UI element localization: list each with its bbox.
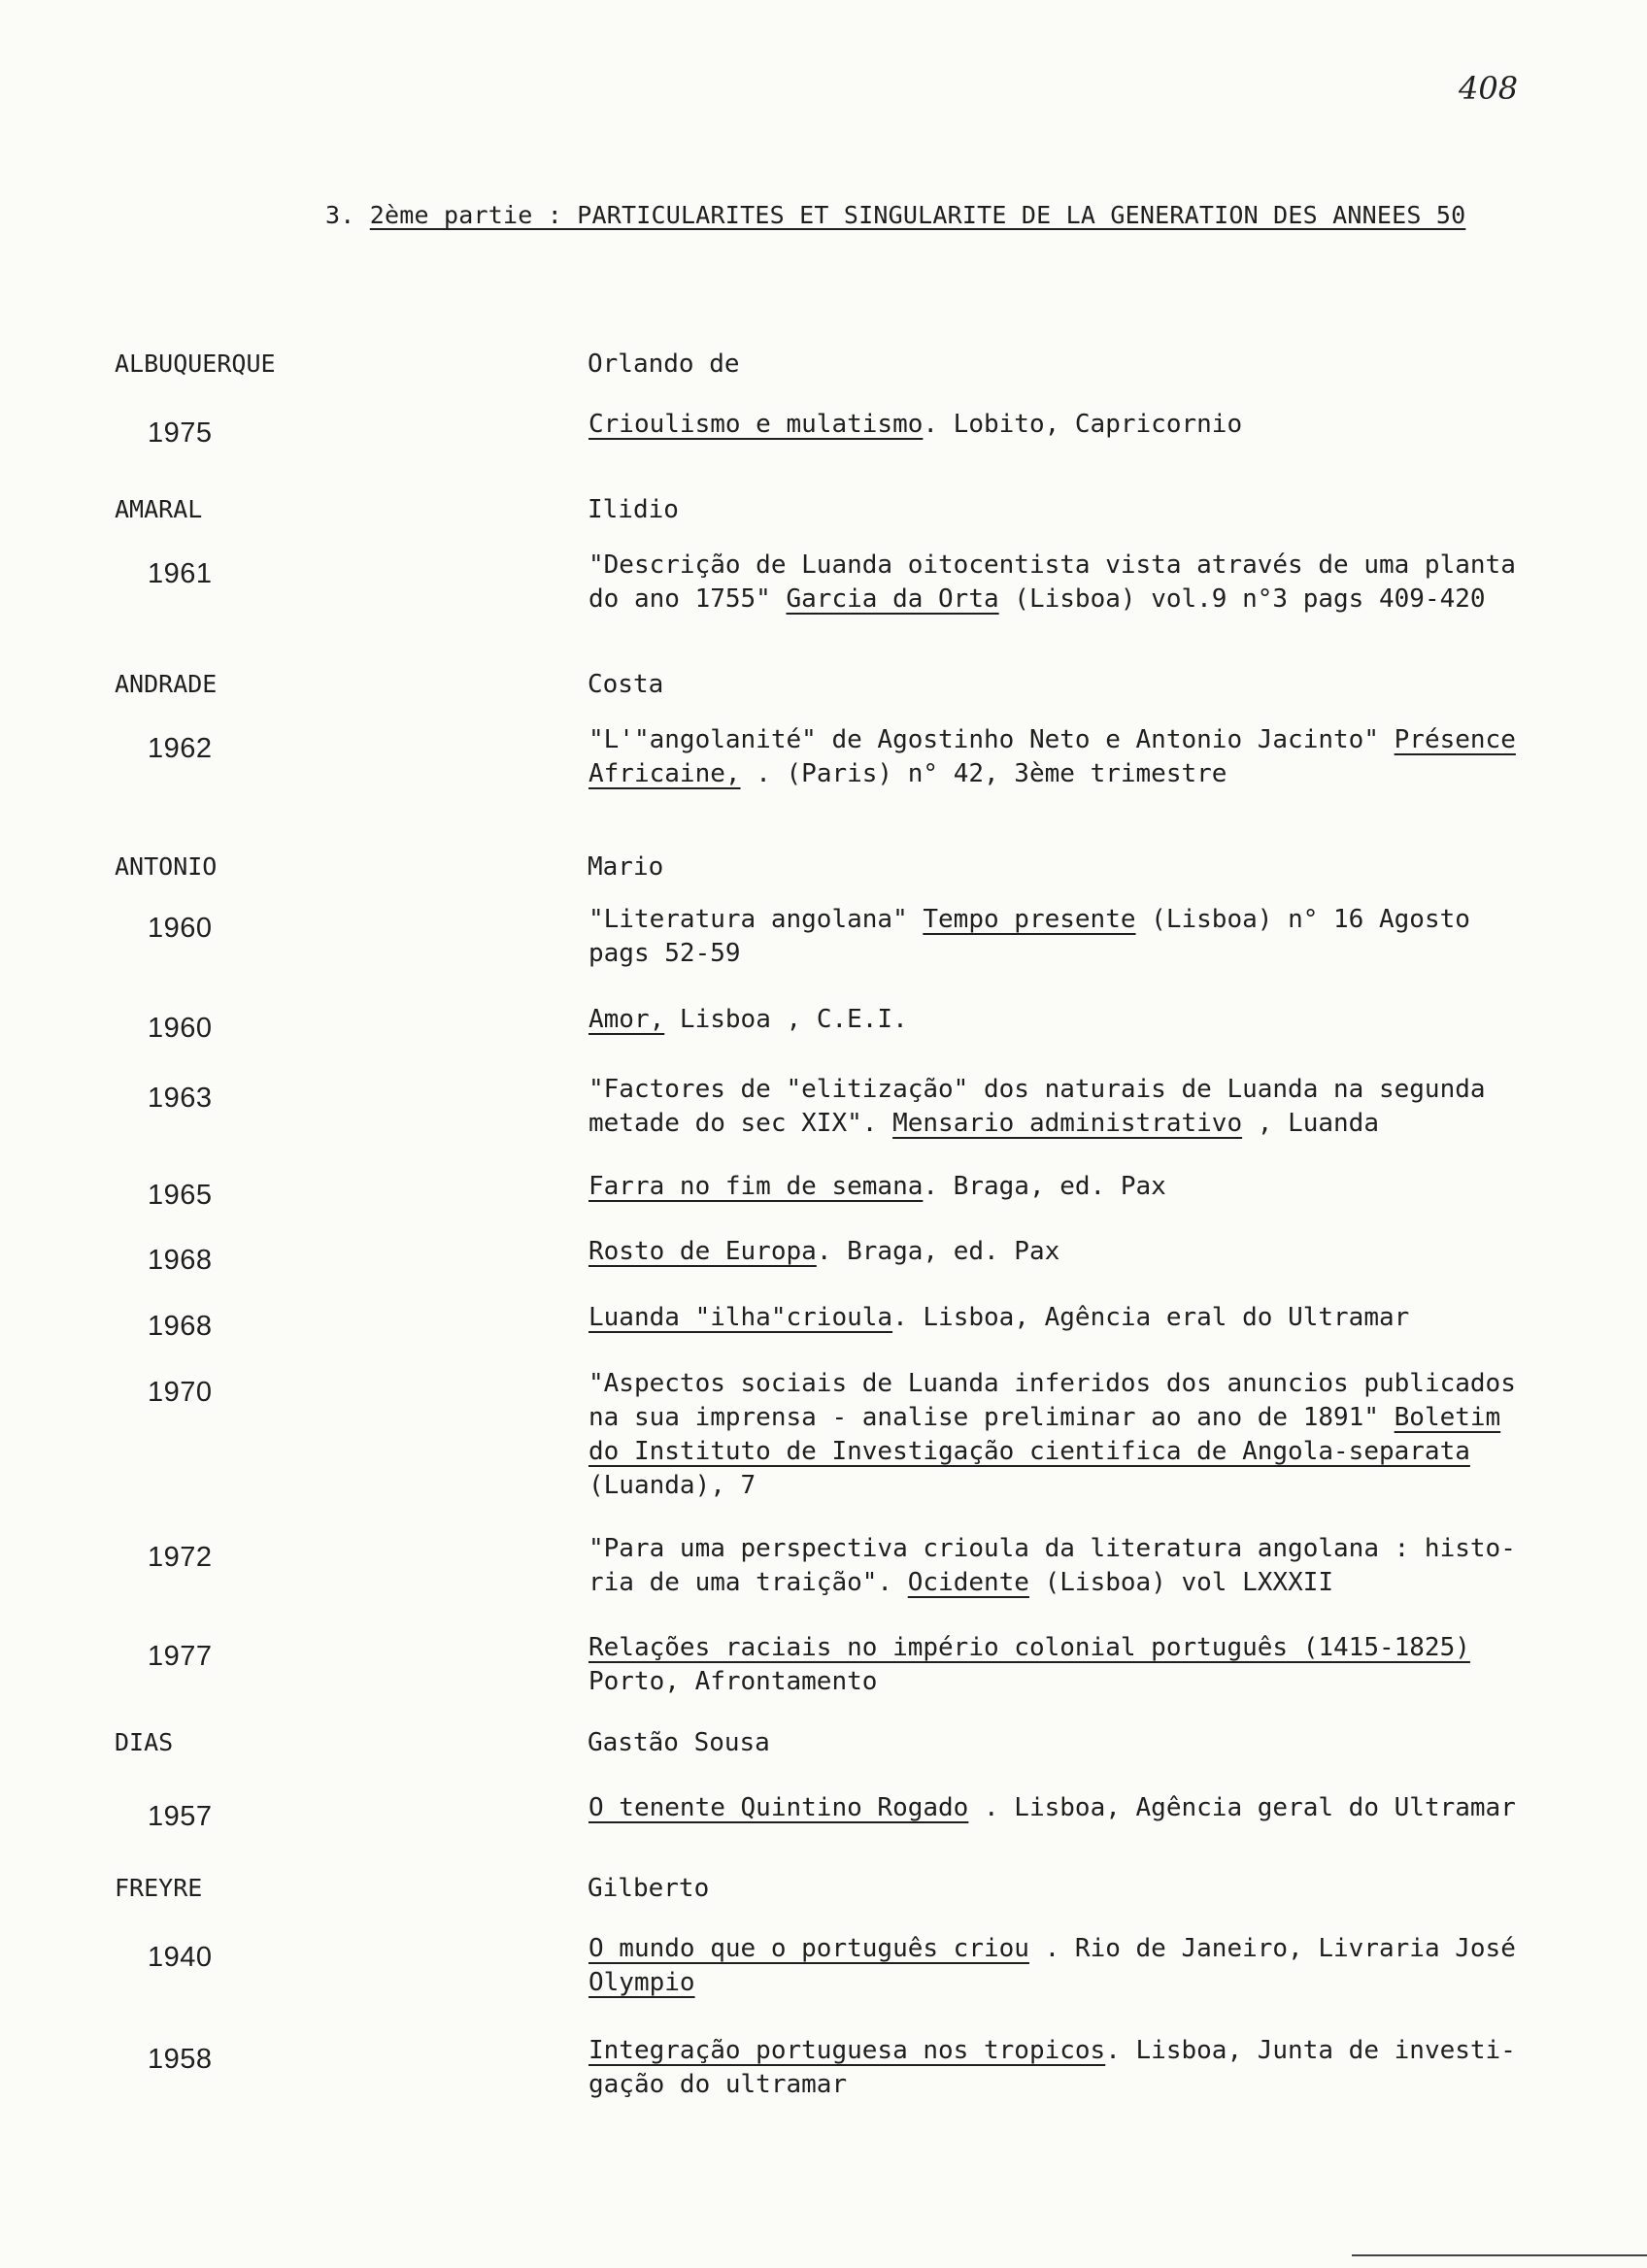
work-title: O mundo que o português criou: [588, 1934, 1029, 1963]
work-year: 1977: [148, 1641, 213, 1672]
reference-line: [588, 1566, 1618, 1600]
reference-text: metade do sec XIX".: [588, 1109, 893, 1138]
reference-line: [588, 1791, 1618, 1825]
reference-line: [588, 723, 1618, 757]
reference-text: (Lisboa) vol LXXXII: [1028, 1568, 1334, 1597]
work-title: Mensario administrativo: [892, 1109, 1243, 1138]
reference-text: . Lisboa, Junta de investi-: [1105, 2036, 1516, 2065]
work-reference: [588, 1367, 1618, 1503]
reference-text: Porto, Afrontamento: [588, 1667, 878, 1696]
work-year: 1962: [148, 733, 213, 764]
reference-line: [588, 1401, 1618, 1435]
author-surname: FREYRE: [115, 1874, 203, 1902]
reference-line: [588, 1073, 1618, 1107]
reference-line: [588, 1631, 1618, 1665]
author-surname: ALBUQUERQUE: [115, 350, 276, 378]
author-first-name: Orlando de: [588, 350, 740, 379]
author-first-name: Ilidio: [588, 495, 679, 524]
reference-text: , Luanda: [1242, 1109, 1379, 1138]
work-year: 1968: [148, 1245, 213, 1276]
reference-text: Lisboa , C.E.I.: [664, 1005, 908, 1034]
reference-line: [588, 1966, 1618, 2000]
section-heading-title: 2ème partie : PARTICULARITES ET SINGULARITE DE LA GENERATION DES ANNEES 50: [369, 201, 1466, 229]
reference-text: "Factores de "elitização" dos naturais de Luanda na segunda: [588, 1075, 1486, 1104]
work-reference: [588, 1170, 1618, 1204]
work-title: Boletim: [1394, 1403, 1501, 1432]
work-reference: [588, 1235, 1618, 1269]
work-reference: [588, 2034, 1618, 2102]
work-reference: [588, 1791, 1618, 1825]
reference-text: do ano 1755": [588, 584, 787, 614]
work-reference: [588, 549, 1618, 617]
reference-line: [588, 1469, 1618, 1503]
work-title: Rosto de Europa: [588, 1237, 817, 1266]
reference-line: [588, 583, 1618, 617]
reference-line: [588, 937, 1618, 971]
work-year: 1963: [148, 1083, 213, 1114]
reference-text: (Lisboa) n° 16 Agosto: [1135, 905, 1470, 934]
author-surname: DIAS: [115, 1728, 174, 1756]
work-year: 1972: [148, 1542, 213, 1573]
work-reference: [588, 1631, 1618, 1699]
reference-line: [588, 757, 1618, 791]
reference-text: . (Paris) n° 42, 3ème trimestre: [740, 759, 1227, 788]
reference-text: pags 52-59: [588, 939, 741, 968]
reference-text: "Aspectos sociais de Luanda inferidos dos anuncios publicados: [588, 1369, 1516, 1398]
reference-line: [588, 408, 1618, 442]
work-title: Luanda "ilha"crioula: [588, 1303, 893, 1332]
author-first-name: Gilberto: [588, 1874, 710, 1903]
reference-text: (Luanda), 7: [588, 1471, 756, 1500]
reference-text: gação do ultramar: [588, 2070, 848, 2099]
work-year: 1975: [148, 417, 213, 449]
work-year: 1965: [148, 1180, 213, 1211]
work-title: Olympio: [588, 1968, 695, 1997]
work-title: Africaine,: [588, 759, 741, 788]
reference-line: [588, 1301, 1618, 1335]
author-first-name: Costa: [588, 670, 664, 699]
work-title: Crioulismo e mulatismo: [588, 410, 924, 439]
author-first-name: Gastão Sousa: [588, 1728, 770, 1757]
work-year: 1960: [148, 913, 213, 944]
author-first-name: Mario: [588, 852, 664, 882]
work-reference: [588, 1003, 1618, 1037]
reference-line: [588, 1107, 1618, 1141]
page-number: 408: [1459, 70, 1519, 107]
work-title: Ocidente: [907, 1568, 1029, 1597]
reference-text: . Lisboa, Agência geral do Ultramar: [968, 1793, 1516, 1822]
reference-line: [588, 2034, 1618, 2068]
work-year: 1970: [148, 1377, 213, 1408]
reference-text: na sua imprensa - analise preliminar ao ano de 1891": [588, 1403, 1395, 1432]
work-year: 1961: [148, 558, 213, 589]
work-year: 1958: [148, 2044, 213, 2075]
reference-line: [588, 549, 1618, 583]
reference-line: [588, 903, 1618, 937]
section-heading-prefix: 3.: [325, 201, 355, 229]
reference-line: [588, 1235, 1618, 1269]
work-reference: [588, 1073, 1618, 1141]
reference-text: ria de uma traição".: [588, 1568, 908, 1597]
reference-text: . Rio de Janeiro, Livraria José: [1028, 1934, 1516, 1963]
work-reference: [588, 1532, 1618, 1600]
work-year: 1968: [148, 1311, 213, 1342]
reference-text: (Lisboa) vol.9 n°3 pags 409-420: [998, 584, 1486, 614]
reference-text: "Descrição de Luanda oitocentista vista através de uma planta: [588, 550, 1516, 580]
reference-line: [588, 1435, 1618, 1469]
work-year: 1960: [148, 1013, 213, 1044]
author-surname: ANTONIO: [115, 852, 218, 881]
reference-text: "Literatura angolana": [588, 905, 924, 934]
reference-line: [588, 1532, 1618, 1566]
work-title: O tenente Quintino Rogado: [588, 1793, 969, 1822]
reference-text: "Para uma perspectiva crioula da literatura angolana : histo-: [588, 1534, 1516, 1563]
work-year: 1940: [148, 1942, 213, 1973]
author-surname: AMARAL: [115, 495, 203, 523]
work-reference: [588, 1301, 1618, 1335]
reference-text: "L'"angolanité" de Agostinho Neto e Antonio Jacinto": [588, 725, 1395, 754]
reference-line: [588, 1170, 1618, 1204]
author-surname: ANDRADE: [115, 670, 218, 698]
reference-line: [588, 1003, 1618, 1037]
reference-text: . Braga, ed. Pax: [923, 1172, 1166, 1201]
work-title: do Instituto de Investigação cientifica de Angola-separata: [588, 1437, 1470, 1466]
work-reference: [588, 408, 1618, 442]
work-title: Integração portuguesa nos tropicos: [588, 2036, 1106, 2065]
work-title: Tempo presente: [923, 905, 1136, 934]
page-edge-rule: [1352, 2254, 1647, 2256]
reference-text: . Lobito, Capricornio: [923, 410, 1243, 439]
work-reference: [588, 1932, 1618, 2000]
work-reference: [588, 903, 1618, 971]
reference-line: [588, 2068, 1618, 2102]
reference-text: . Braga, ed. Pax: [816, 1237, 1060, 1266]
work-year: 1957: [148, 1801, 213, 1832]
work-title: Garcia da Orta: [786, 584, 999, 614]
reference-line: [588, 1367, 1618, 1401]
work-title: Relações raciais no império colonial português (1415-1825): [588, 1633, 1470, 1662]
work-reference: [588, 723, 1618, 791]
reference-line: [588, 1932, 1618, 1966]
reference-text: . Lisboa, Agência eral do Ultramar: [892, 1303, 1410, 1332]
work-title: Présence: [1394, 725, 1516, 754]
reference-line: [588, 1665, 1618, 1699]
work-title: Amor,: [588, 1005, 665, 1034]
work-title: Farra no fim de semana: [588, 1172, 924, 1201]
